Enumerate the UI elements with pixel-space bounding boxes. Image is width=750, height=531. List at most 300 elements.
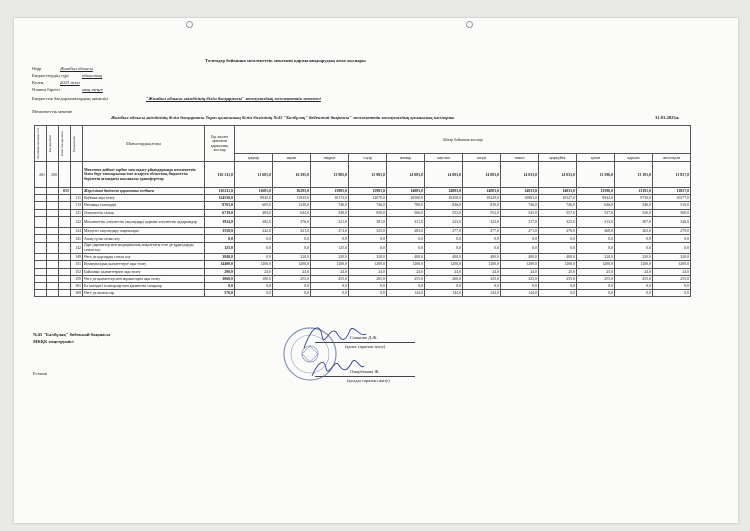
empty-cell (59, 162, 71, 188)
annual-cell: 3060,0 (205, 275, 235, 282)
month-value-cell: 846,0 (425, 202, 463, 209)
month-value-cell: 376,0 (273, 216, 311, 228)
month-header: қараша (615, 154, 653, 162)
month-value-cell: 277,0 (463, 228, 501, 235)
month-value-cell: 255,0 (539, 275, 577, 282)
month-value-cell: 13596,0 (577, 188, 615, 195)
month-value-cell: 0,0 (235, 282, 273, 289)
admin-value: "Жамбыл облысы әкімдігінің білім басқармасы" коммуналдық мемлекеттік мекемесі (146, 96, 321, 101)
empty-cell (59, 228, 71, 235)
empty-cell (47, 195, 59, 202)
program-cell: 200 (47, 162, 59, 188)
annual-cell: 125,0 (205, 242, 235, 254)
month-value-cell: 331,0 (387, 216, 425, 228)
month-value-cell: 526,0 (615, 209, 653, 216)
accountant-caption: (қолды таратып жазу) (347, 378, 390, 383)
month-value-cell: 255,0 (387, 275, 425, 282)
empty-cell (35, 254, 47, 261)
month-value-cell: 13985,0 (311, 188, 349, 195)
specifics-code-cell: 113 (71, 202, 83, 209)
month-value-cell: 274,0 (311, 228, 349, 235)
empty-cell (35, 275, 47, 282)
month-value-cell: 14 083,0 (387, 162, 425, 188)
empty-cell (47, 268, 59, 275)
annual-cell: 165 211,0 (205, 162, 235, 188)
empty-cell (35, 195, 47, 202)
empty-cell (59, 261, 71, 268)
month-value-cell: 553,0 (425, 209, 463, 216)
month-value-cell: 746,0 (311, 202, 349, 209)
empty-cell (59, 216, 71, 228)
month-value-cell: 10863,0 (501, 195, 539, 202)
month-value-cell: 271,0 (501, 228, 539, 235)
month-value-cell: 13857,0 (653, 188, 691, 195)
month-value-cell: 0,0 (349, 235, 387, 242)
row-name-cell: Еңбекке ақы төлеу (83, 195, 205, 202)
month-value-cell: 810,0 (463, 202, 501, 209)
month-value-cell: 10172,0 (311, 195, 349, 202)
row-name-cell: Азық-түлік сатып алу (83, 235, 205, 242)
month-value-cell: 14033,0 (539, 188, 577, 195)
month-value-cell: 10250,0 (425, 195, 463, 202)
subprogram-row (35, 188, 691, 195)
month-value-cell: 242,0 (235, 228, 273, 235)
month-value-cell: 144,0 (425, 290, 463, 297)
month-value-cell: 0,0 (653, 290, 691, 297)
month-value-cell: 9750,0 (615, 195, 653, 202)
month-value-cell: 15981,0 (349, 188, 387, 195)
header-subprogram: Кіші бағдарлама (59, 126, 71, 162)
month-value-cell: 10377,0 (653, 195, 691, 202)
empty-cell (47, 275, 59, 282)
table-row (35, 254, 691, 261)
month-value-cell: 0,0 (425, 235, 463, 242)
month-value-cell: 282,0 (235, 216, 273, 228)
institution-value: Жамбыл облысы әкімдігінің білім басқармасы Тараз қаласының білім бөлімінің №45 "Балбұлақ" бөбекжай-бақшасы" мемлекеттік коммуналдық қазыналық кәсіпорны (111, 115, 455, 120)
punch-hole (466, 21, 473, 28)
month-value-cell: 255,0 (615, 275, 653, 282)
month-value-cell: 0,0 (235, 242, 273, 254)
month-value-cell: 265,0 (349, 275, 387, 282)
month-value-cell: 0,0 (463, 235, 501, 242)
specifics-code-cell: 159 (71, 275, 83, 282)
empty-cell (47, 261, 59, 268)
month-value-cell: 483,0 (235, 209, 273, 216)
financing-plan-table (34, 125, 691, 297)
row-name-cell: Мемлекеттік әлеуметтік сақтандыру қорына әлеуметтік аударымдар (83, 216, 205, 228)
month-value-cell: 0,0 (425, 282, 463, 289)
month-value-cell: 10327,0 (539, 195, 577, 202)
annual-cell: 0,0 (205, 235, 235, 242)
month-value-cell: 321,0 (311, 216, 349, 228)
month-value-cell: 14083,0 (425, 188, 463, 195)
empty-cell (59, 235, 71, 242)
specifics-code-cell: 149 (71, 254, 83, 261)
empty-cell (59, 275, 71, 282)
month-value-cell: 560,0 (653, 209, 691, 216)
month-value-cell: 144,0 (463, 290, 501, 297)
month-value-cell: 0,0 (425, 242, 463, 254)
annual-cell: 8763,0 (205, 202, 235, 209)
month-value-cell: 0,0 (273, 290, 311, 297)
month-value-cell: 0,0 (615, 282, 653, 289)
month-value-cell: 8945,0 (235, 195, 273, 202)
month-header: ақпан (273, 154, 311, 162)
empty-cell (35, 216, 47, 228)
empty-cell (35, 290, 47, 297)
month-value-cell: 144,0 (387, 290, 425, 297)
month-value-cell: 320,0 (349, 254, 387, 261)
meta-period-value: 2023 жыл (60, 80, 80, 85)
month-value-cell: 543,0 (501, 209, 539, 216)
row-name-cell: Мектепке дейінгі тәрбие мен оқыту ұйымдарында мемлекеттік білім беру тапсырысын іске асыруға облыстық бюджеттен берілетін ағымдағы нысаналы трансферттер (83, 162, 205, 188)
month-value-cell: 1200,0 (463, 261, 501, 268)
row-name-cell: Өтемақы төлемдері (83, 202, 205, 209)
month-value-cell: 24,0 (501, 268, 539, 275)
month-value-cell: 12070,0 (349, 195, 387, 202)
month-value-cell: 0,0 (577, 235, 615, 242)
subprogram-cell: 015 (59, 188, 71, 195)
month-value-cell: 1200,0 (577, 261, 615, 268)
row-name-cell: Ел ішіндегі іссапарлар мен қызметтік сапарлар (83, 282, 205, 289)
month-value-cell: 14 033,0 (539, 162, 577, 188)
month-value-cell: 0,0 (463, 282, 501, 289)
specifics-code-cell: 121 (71, 209, 83, 216)
header-specifics: Ерекшелік (71, 126, 83, 162)
month-value-cell: 644,0 (273, 209, 311, 216)
month-value-cell: 11925,0 (273, 195, 311, 202)
org-line-2: МКҚК меңгерушісі (33, 339, 74, 344)
month-value-cell: 400,0 (387, 254, 425, 261)
month-value-cell: 24,0 (387, 268, 425, 275)
month-value-cell: 548,0 (311, 209, 349, 216)
month-value-cell: 0,0 (501, 242, 539, 254)
annual-cell: 290,0 (205, 268, 235, 275)
empty-cell (59, 290, 71, 297)
row-name-cell: Өзге де қызметтер мен жұмыстарға ақы төлеу (83, 275, 205, 282)
month-value-cell: 0,0 (387, 235, 425, 242)
admin-label: Бюджеттік бағдарламалардың әкімшісі (32, 96, 109, 101)
month-value-cell: 125,0 (311, 242, 349, 254)
month-value-cell: 0,0 (349, 242, 387, 254)
month-value-cell: 0,0 (349, 290, 387, 297)
table-row (35, 261, 691, 268)
month-value-cell: 25,0 (577, 268, 615, 275)
empty-cell (71, 188, 83, 195)
annual-cell: 3924,0 (205, 216, 235, 228)
month-header: мамыр (387, 154, 425, 162)
specifics-code-cell: 142 (71, 242, 83, 254)
month-value-cell: 552,0 (463, 209, 501, 216)
month-value-cell: 279,0 (653, 228, 691, 235)
month-value-cell: 0,0 (311, 290, 349, 297)
month-value-cell: 0,0 (653, 235, 691, 242)
month-value-cell: 317,0 (501, 216, 539, 228)
meta-budget-value: облыстық (82, 73, 103, 78)
month-value-cell: 566,0 (387, 209, 425, 216)
month-value-cell: 1200,0 (615, 261, 653, 268)
month-value-cell: 1200,0 (387, 261, 425, 268)
month-value-cell: 400,0 (463, 254, 501, 261)
empty-cell (35, 268, 47, 275)
specifics-code-cell: 122 (71, 216, 83, 228)
row-name-cell: Коммуналдық қызметтерге ақы төлеу (83, 261, 205, 268)
row-name-cell: Өзге де қорларды сатып алу (83, 254, 205, 261)
month-value-cell: 746,0 (539, 202, 577, 209)
month-value-cell: 24,0 (235, 268, 273, 275)
empty-cell (35, 282, 47, 289)
row-name-cell: Міндетті сақтандыру жарналары (83, 228, 205, 235)
header-program: Бағдарлама (47, 126, 59, 162)
month-value-cell: 255,0 (273, 275, 311, 282)
month-value-cell: 0,0 (577, 242, 615, 254)
empty-cell (47, 188, 59, 195)
month-header: сәуір (349, 154, 387, 162)
month-value-cell: 1200,0 (235, 261, 273, 268)
month-value-cell: 320,0 (653, 254, 691, 261)
month-value-cell: 0,0 (539, 235, 577, 242)
month-value-cell: 321,0 (273, 228, 311, 235)
month-header: қазан (577, 154, 615, 162)
month-value-cell: 0,0 (653, 282, 691, 289)
empty-cell (35, 202, 47, 209)
table-row (35, 282, 691, 289)
empty-cell (35, 228, 47, 235)
month-value-cell: 746,0 (349, 202, 387, 209)
month-header: шілде (463, 154, 501, 162)
month-value-cell: 1200,0 (273, 261, 311, 268)
table-row (35, 195, 691, 202)
month-value-cell: 1200,0 (349, 261, 387, 268)
month-value-cell: 0,0 (577, 282, 615, 289)
month-value-cell: 0,0 (539, 242, 577, 254)
empty-cell (35, 242, 47, 254)
month-value-cell: 24,0 (653, 268, 691, 275)
month-value-cell: 320,0 (577, 254, 615, 261)
month-value-cell: 0,0 (349, 282, 387, 289)
specifics-code-cell: 152 (71, 268, 83, 275)
annual-cell: 6719,0 (205, 209, 235, 216)
month-value-cell: 557,0 (539, 209, 577, 216)
signature-accountant-icon (308, 352, 368, 384)
row-name-cell: Жергілікті бюджет қаражаты есебінен (83, 188, 205, 195)
month-value-cell: 13 596,0 (577, 162, 615, 188)
meta-unit-label: Өлшем бірлігі (32, 87, 60, 92)
month-value-cell: 1200,0 (425, 261, 463, 268)
month-value-cell: 11681,0 (235, 188, 273, 195)
table-row (35, 242, 691, 254)
month-value-cell: 100,0 (235, 275, 273, 282)
program-row (35, 162, 691, 188)
month-value-cell: 646,0 (577, 202, 615, 209)
header-func-group: Функционалдық топ (35, 126, 47, 162)
month-value-cell: 13 857,0 (653, 162, 691, 188)
punch-hole (186, 21, 193, 28)
month-value-cell: 14083,0 (463, 188, 501, 195)
month-value-cell: 0,0 (539, 282, 577, 289)
month-header: тамыз (501, 154, 539, 162)
month-value-cell: 0,0 (577, 290, 615, 297)
table-body (35, 162, 691, 297)
empty-cell (35, 235, 47, 242)
empty-cell (47, 254, 59, 261)
month-value-cell: 1200,0 (501, 261, 539, 268)
month-value-cell: 13 191,0 (615, 162, 653, 188)
meta-region-value: Жамбыл облысы (60, 66, 93, 71)
empty-cell (35, 261, 47, 268)
month-value-cell: 313,0 (577, 216, 615, 228)
month-header: желтоқсан (653, 154, 691, 162)
month-value-cell: 0,0 (615, 290, 653, 297)
func-group-cell: 261 (35, 162, 47, 188)
meta-period-label: Кезең (32, 80, 44, 85)
empty-cell (47, 209, 59, 216)
table-row (35, 290, 691, 297)
month-value-cell: 13191,0 (615, 188, 653, 195)
month-value-cell: 325,0 (539, 216, 577, 228)
month-value-cell: 14033,0 (501, 188, 539, 195)
month-value-cell: 14 083,0 (463, 162, 501, 188)
accountant-label: Есепші (33, 371, 48, 376)
empty-cell (59, 242, 71, 254)
month-value-cell: 325,0 (463, 275, 501, 282)
row-name-cell: Дәрі-дәрмектер мен медициналық мақсаттағы өзге де құралдарды сатып алу (83, 242, 205, 254)
month-value-cell: 746,0 (501, 202, 539, 209)
empty-cell (59, 254, 71, 261)
empty-cell (59, 195, 71, 202)
org-line-1: №45 "Балбұлақ" бөбекжай-бақшасы (33, 332, 111, 337)
empty-cell (59, 268, 71, 275)
institution-label: Мемлекеттік мекеме (32, 109, 73, 114)
accountant-name: Омарбекова Ж. (350, 369, 380, 374)
empty-cell (35, 209, 47, 216)
row-name-cell: Байланыс қызметтеріне ақы төлеу (83, 268, 205, 275)
month-value-cell: 323,0 (425, 216, 463, 228)
month-value-cell: 24,0 (463, 268, 501, 275)
table-row (35, 275, 691, 282)
month-value-cell: 320,0 (311, 254, 349, 261)
head-caption: (қолы таратып жазу) (345, 344, 386, 349)
month-header: қаңтар (235, 154, 273, 162)
month-value-cell: 0,0 (273, 242, 311, 254)
month-value-cell: 381,0 (349, 216, 387, 228)
month-value-cell: 0,0 (311, 282, 349, 289)
month-value-cell: 0,0 (387, 282, 425, 289)
month-value-cell: 400,0 (425, 254, 463, 261)
month-value-cell: 0,0 (235, 254, 273, 261)
month-value-cell: 24,0 (615, 268, 653, 275)
month-value-cell: 0,0 (539, 290, 577, 297)
row-name-cell: Өзге де шығыстар (83, 290, 205, 297)
head-name: Сманова Д.Ж. (350, 335, 378, 340)
month-value-cell: 11 681,0 (235, 162, 273, 188)
month-value-cell: 780,0 (387, 202, 425, 209)
month-value-cell: 325,0 (349, 228, 387, 235)
header-name: Шығыстардың атауы (83, 126, 205, 162)
meta-budget-label: Бюджеттердің түрі (32, 73, 69, 78)
month-value-cell: 400,0 (539, 254, 577, 261)
month-value-cell: 0,0 (615, 235, 653, 242)
month-value-cell: 14 083,0 (425, 162, 463, 188)
month-value-cell: 650,0 (349, 209, 387, 216)
month-value-cell: 278,0 (539, 228, 577, 235)
table-row (35, 209, 691, 216)
month-value-cell: 0,0 (235, 235, 273, 242)
document-date: 31.03.2023ж (655, 115, 680, 120)
month-value-cell: 263,0 (615, 228, 653, 235)
specifics-code-cell: 124 (71, 228, 83, 235)
month-header: қыркүйек (539, 154, 577, 162)
month-value-cell: 16295,0 (273, 188, 311, 195)
empty-cell (47, 235, 59, 242)
month-value-cell: 320,0 (273, 254, 311, 261)
month-value-cell: 144,0 (501, 290, 539, 297)
table-row (35, 268, 691, 275)
empty-cell (47, 242, 59, 254)
annual-cell: 576,0 (205, 290, 235, 297)
specifics-code-cell: 111 (71, 195, 83, 202)
month-value-cell: 320,0 (615, 254, 653, 261)
month-value-cell: 283,0 (387, 228, 425, 235)
month-value-cell: 1230,0 (273, 202, 311, 209)
month-value-cell: 13 985,0 (311, 162, 349, 188)
table-row (35, 216, 691, 228)
annual-cell: 124556,0 (205, 195, 235, 202)
month-value-cell: 0,0 (463, 242, 501, 254)
month-value-cell: 0,0 (273, 282, 311, 289)
annual-cell: 3840,0 (205, 254, 235, 261)
month-value-cell: 14083,0 (387, 188, 425, 195)
empty-cell (47, 202, 59, 209)
specifics-code-cell: 151 (71, 261, 83, 268)
month-value-cell: 0,0 (273, 235, 311, 242)
month-value-cell: 16 295,0 (273, 162, 311, 188)
month-value-cell: 400,0 (501, 254, 539, 261)
month-value-cell: 0,0 (311, 235, 349, 242)
month-value-cell: 268,0 (577, 228, 615, 235)
empty-cell (59, 282, 71, 289)
month-value-cell: 24,0 (273, 268, 311, 275)
month-value-cell: 0,0 (387, 242, 425, 254)
month-value-cell: 260,0 (425, 275, 463, 282)
month-value-cell: 0,0 (235, 290, 273, 297)
specifics-code-cell: 169 (71, 290, 83, 297)
month-value-cell: 24,0 (425, 268, 463, 275)
meta-unit-value: мың теңге (82, 87, 103, 92)
month-value-cell: 255,0 (577, 275, 615, 282)
month-value-cell: 325,0 (501, 275, 539, 282)
month-value-cell: 326,0 (653, 216, 691, 228)
month-header: маусым (425, 154, 463, 162)
empty-cell (71, 162, 83, 188)
month-value-cell: 0,0 (653, 242, 691, 254)
month-value-cell: 9942,0 (577, 195, 615, 202)
month-value-cell: 277,0 (425, 228, 463, 235)
month-value-cell: 0,0 (501, 282, 539, 289)
table-row (35, 202, 691, 209)
empty-cell (47, 216, 59, 228)
meta-region-label: Өңір (32, 66, 42, 71)
month-value-cell: 307,0 (615, 216, 653, 228)
month-value-cell: 10229,0 (463, 195, 501, 202)
month-value-cell: 25,0 (539, 268, 577, 275)
document-title: Төлемдер бойынша мемлекеттік мекемені қаржыландырудың жеке жоспары (205, 58, 366, 63)
specifics-code-cell: 161 (71, 282, 83, 289)
month-value-cell: 1200,0 (539, 261, 577, 268)
empty-cell (59, 209, 71, 216)
month-value-cell: 1200,0 (653, 261, 691, 268)
empty-cell (47, 282, 59, 289)
